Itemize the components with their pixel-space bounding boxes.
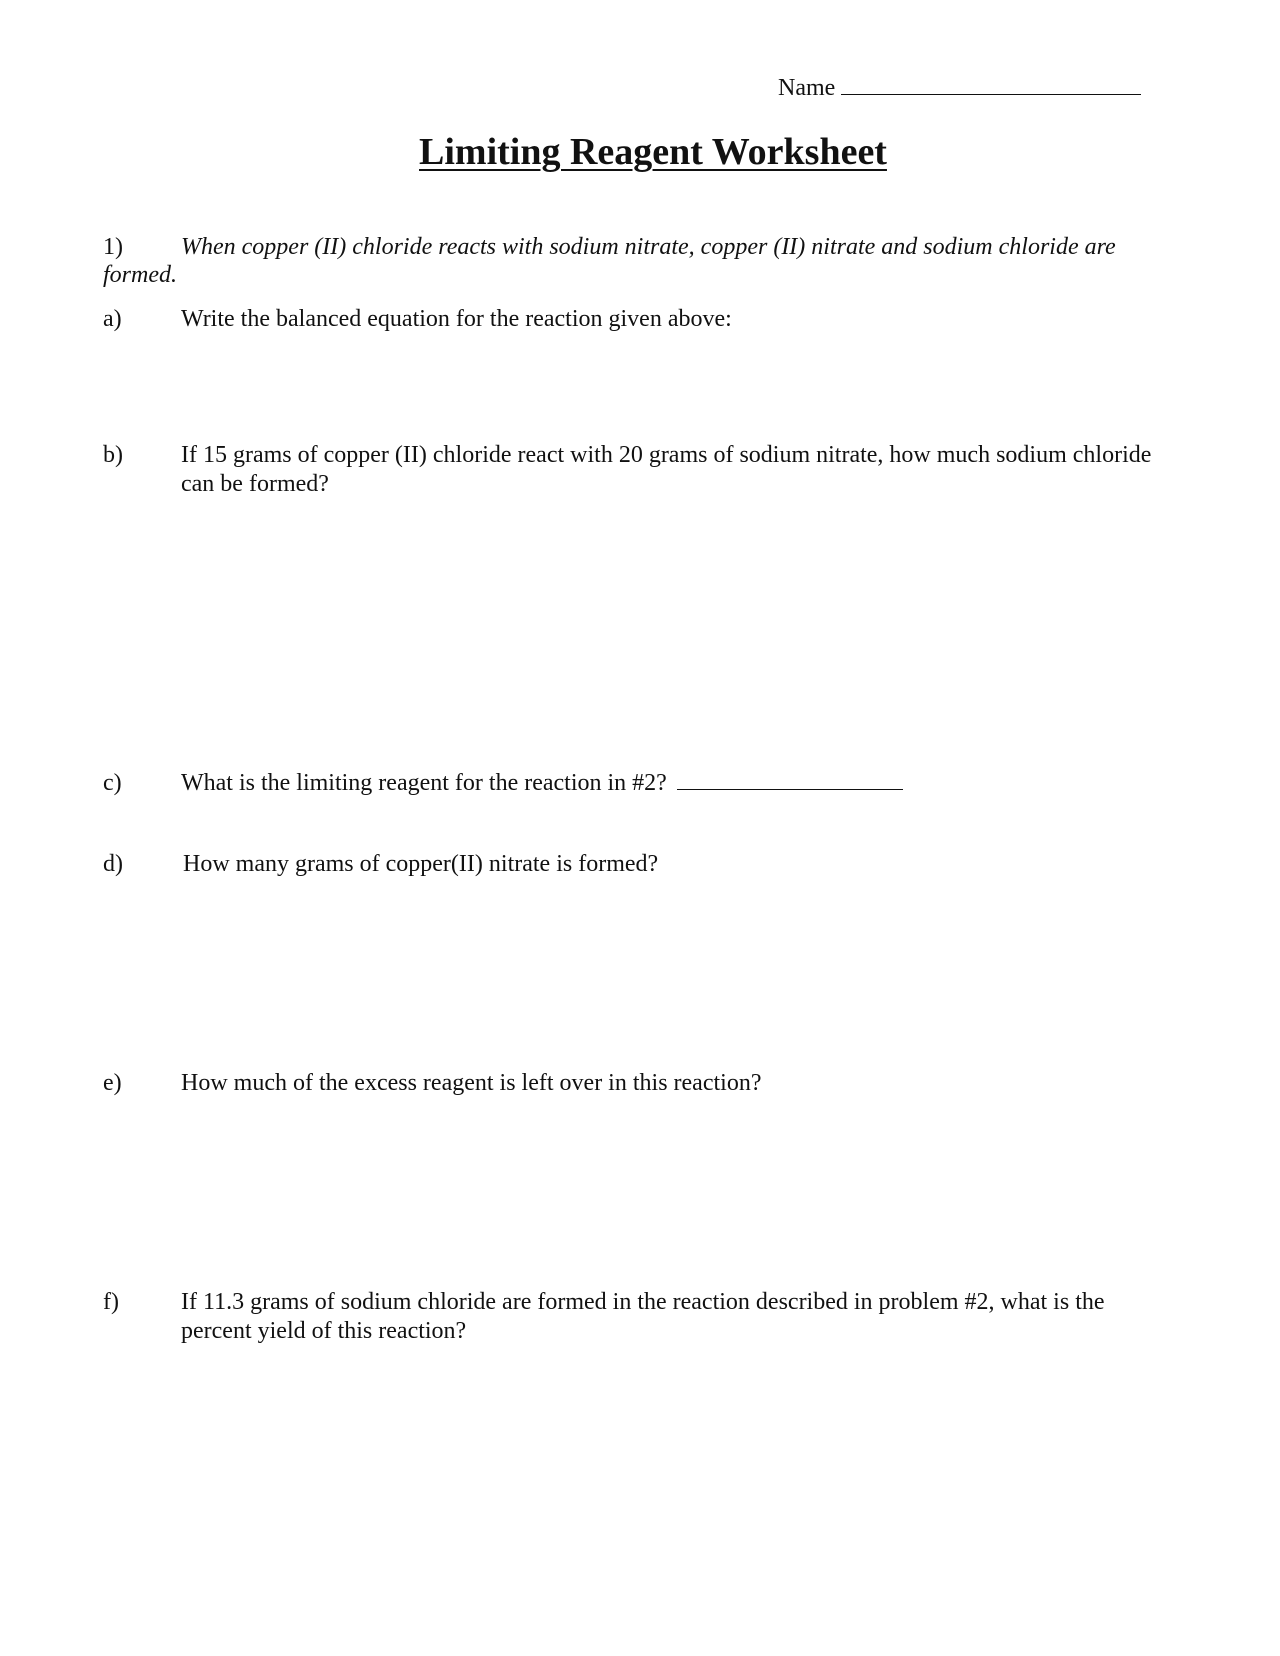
part-letter: e)	[103, 1070, 122, 1096]
part-text: What is the limiting reagent for the reaction in #2?	[181, 770, 667, 796]
page-title: Limiting Reagent Worksheet	[419, 131, 887, 173]
part-e	[103, 1069, 1203, 1098]
question-text: When copper (II) chloride reacts with sodium nitrate, copper (II) nitrate and sodium chloride are formed.	[103, 234, 1116, 288]
part-text: How much of the excess reagent is left over in this reaction?	[181, 1070, 762, 1096]
part-letter: a)	[103, 306, 122, 332]
question-1	[103, 233, 1163, 289]
part-c	[103, 769, 1203, 798]
part-letter: b)	[103, 442, 123, 468]
part-text: If 11.3 grams of sodium chloride are formed in the reaction described in problem #2, what is the percent yield of this reaction?	[181, 1289, 1105, 1344]
part-text: How many grams of copper(II) nitrate is formed?	[183, 851, 659, 877]
name-label: Name	[778, 75, 836, 101]
part-text: If 15 grams of copper (II) chloride react with 20 grams of sodium nitrate, how much sodium chloride can be formed?	[181, 442, 1152, 497]
part-letter: c)	[103, 770, 122, 796]
part-d	[103, 850, 1203, 879]
part-letter: f)	[103, 1289, 119, 1315]
part-b	[103, 441, 1203, 499]
question-number: 1)	[103, 234, 123, 260]
part-text: Write the balanced equation for the reaction given above:	[181, 306, 732, 332]
name-blank[interactable]	[841, 72, 1141, 95]
part-a	[103, 305, 1203, 334]
part-f	[103, 1288, 1203, 1346]
limiting-reagent-blank[interactable]	[677, 769, 903, 790]
name-field-line	[778, 72, 1141, 103]
part-text-wrap	[181, 769, 1203, 798]
part-letter: d)	[103, 851, 123, 877]
